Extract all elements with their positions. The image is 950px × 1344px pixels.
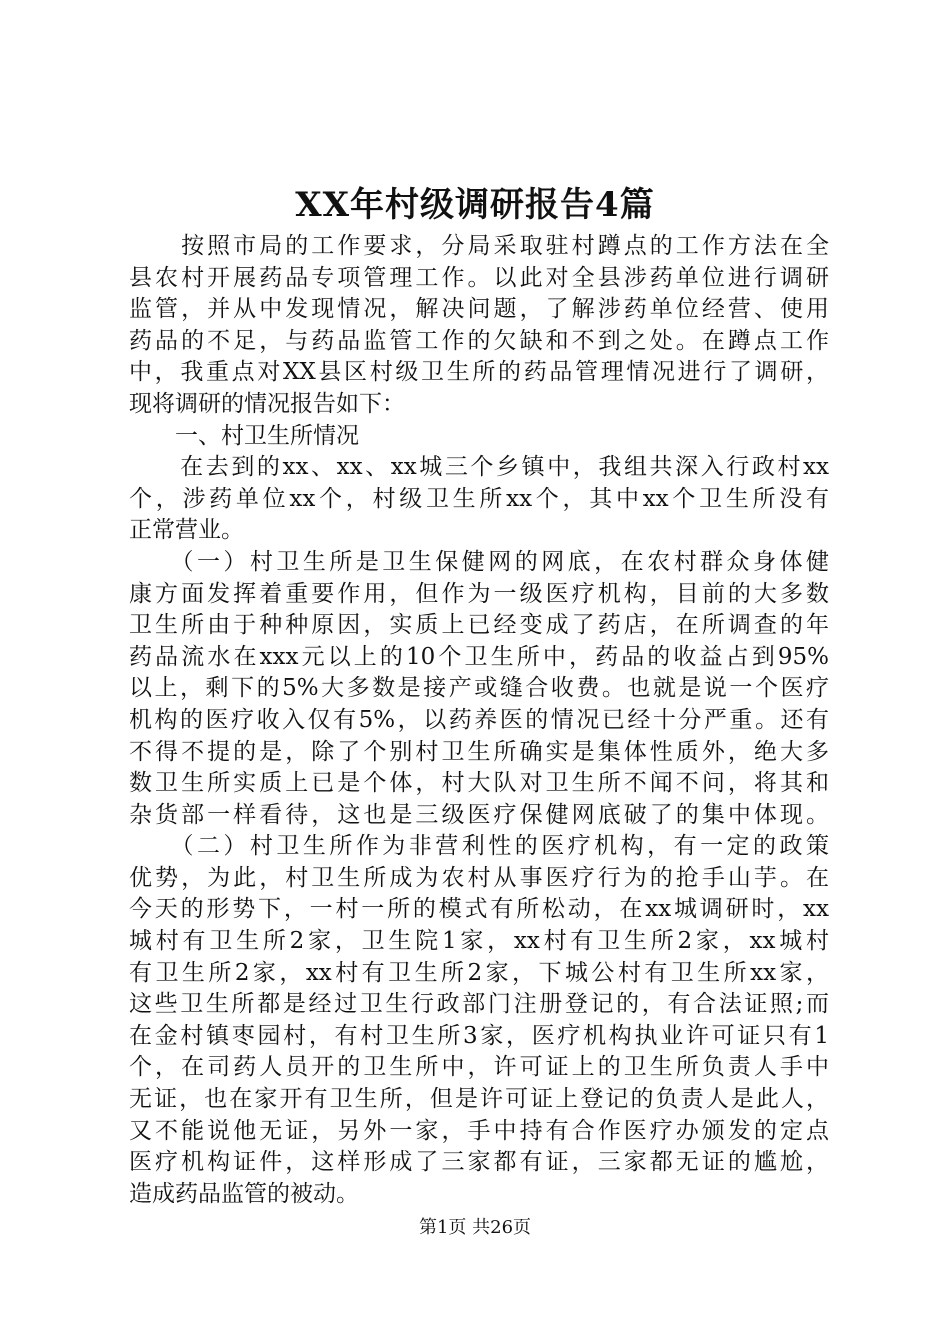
document-title: XX年村级调研报告4篇 (295, 185, 655, 225)
body-line: 这些卫生所都是经过卫生行政部门注册登记的，有合法证照;而 (129, 991, 829, 1018)
body-line: 监管，并从中发现情况，解决问题，了解涉药单位经营、使用 (129, 296, 829, 323)
body-line: 在去到的xx、xx、xx城三个乡镇中，我组共深入行政村xx (129, 454, 829, 481)
body-line: 县农村开展药品专项管理工作。以此对全县涉药单位进行调研 (129, 264, 829, 291)
body-line: 现将调研的情况报告如下： (129, 390, 405, 417)
body-line: 造成药品监管的被动。 (129, 1180, 359, 1207)
body-line: 优势，为此，村卫生所成为农村从事医疗行为的抢手山芋。在 (129, 864, 829, 891)
body-line: 医疗机构证件，这样形成了三家都有证，三家都无证的尴尬， (129, 1149, 829, 1176)
body-line: 药品的不足，与药品监管工作的欠缺和不到之处。在蹲点工作 (129, 327, 829, 354)
body-line: 个，涉药单位xx个，村级卫生所xx个，其中xx个卫生所没有 (129, 485, 829, 512)
body-line: 一、村卫生所情况 (129, 422, 359, 449)
body-line: 个，在司药人员开的卫生所中，许可证上的卫生所负责人手中 (129, 1054, 829, 1081)
body-line: 机构的医疗收入仅有5%，以药养医的情况已经十分严重。还有 (129, 706, 829, 733)
body-line: 不得不提的是，除了个别村卫生所确实是集体性质外，绝大多 (129, 738, 829, 765)
body-line: 卫生所由于种种原因，实质上已经变成了药店，在所调查的年 (129, 612, 829, 639)
body-line: 城村有卫生所2家，卫生院1家，xx村有卫生所2家，xx城村 (129, 928, 829, 955)
document-body (129, 231, 829, 1210)
body-line: 按照市局的工作要求，分局采取驻村蹲点的工作方法在全 (129, 233, 829, 259)
body-line: 又不能说他无证，另外一家，手中持有合作医疗办颁发的定点 (129, 1117, 829, 1144)
body-line: 在金村镇枣园村，有村卫生所3家，医疗机构执业许可证只有1 (129, 1022, 829, 1049)
body-line: 康方面发挥着重要作用，但作为一级医疗机构，目前的大多数 (129, 580, 829, 607)
body-line: （一）村卫生所是卫生保健网的网底，在农村群众身体健 (129, 548, 829, 575)
body-line: 中，我重点对XX县区村级卫生所的药品管理情况进行了调研， (129, 359, 829, 386)
body-line: 正常营业。 (129, 517, 244, 544)
body-line: 以上，剩下的5%大多数是接产或缝合收费。也就是说一个医疗 (129, 675, 829, 702)
body-line: 无证，也在家开有卫生所，但是许可证上登记的负责人是此人， (129, 1086, 829, 1113)
body-line: 今天的形势下，一村一所的模式有所松动，在xx城调研时，xx (129, 896, 829, 923)
body-line: 有卫生所2家，xx村有卫生所2家，下城公村有卫生所xx家， (129, 959, 829, 986)
body-line: 杂货部一样看待，这也是三级医疗保健网底破了的集中体现。 (129, 801, 829, 828)
body-line: 药品流水在xxx元以上的10个卫生所中，药品的收益占到95% (129, 643, 829, 670)
body-line: （二）村卫生所作为非营利性的医疗机构，有一定的政策 (129, 833, 829, 860)
body-line: 数卫生所实质上已是个体，村大队对卫生所不闻不问，将其和 (129, 770, 829, 797)
page-footer: 第1页 共26页 (418, 1217, 532, 1238)
